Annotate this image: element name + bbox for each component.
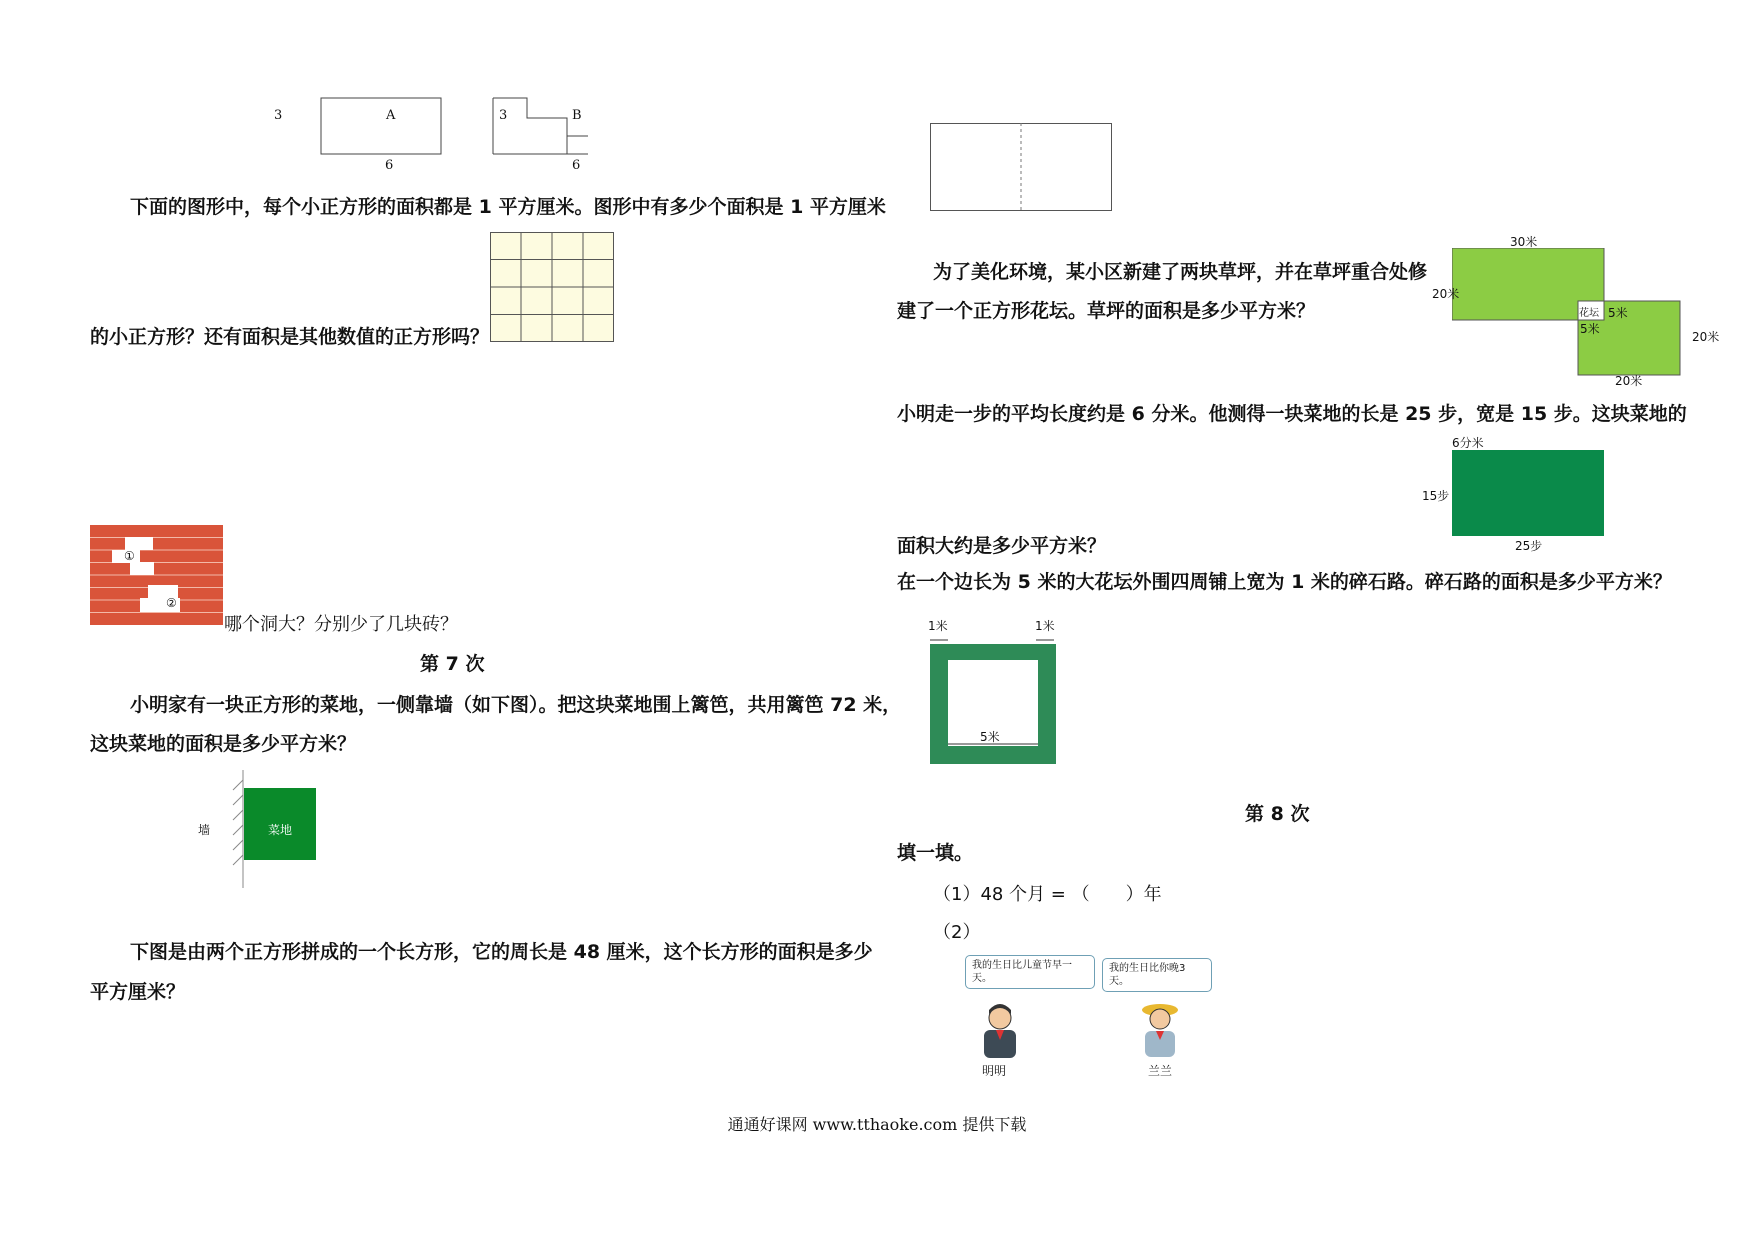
rect-a-bottom: 6 (385, 158, 394, 173)
lawn-five-v-label: 5米 (1608, 306, 1628, 320)
two-squares-rect (930, 123, 1112, 211)
rect-b-side: 3 (499, 108, 508, 123)
fill-item-2: （2） (933, 922, 981, 943)
q-grid-line1: 下面的图形中，每个小正方形的面积都是 1 平方厘米。图形中有多少个面积是 1 平方厘米 (130, 196, 886, 218)
q-garden-line1: 小明家有一块正方形的菜地，一侧靠墙（如下图）。把这块菜地围上篱笆，共用篱笆 72 米， (130, 694, 902, 716)
rect-a-label: A (386, 108, 396, 123)
name-mingming: 明明 (982, 1064, 1007, 1078)
name-lanlan: 兰兰 (1148, 1064, 1173, 1078)
lawn-diagram (1452, 248, 1692, 376)
rect-b-label: B (572, 108, 582, 123)
footer-text: 通通好课网 www.tthaoke.com 提供下载 (727, 1115, 1027, 1134)
girl-figure (1130, 1000, 1190, 1062)
q-rect-line2: 平方厘米？ (90, 981, 186, 1003)
q-brick-text: 哪个洞大？分别少了几块砖？ (224, 614, 458, 635)
q-garden-line2: 这块菜地的面积是多少平方米？ (90, 733, 357, 755)
q-rect-line1: 下图是由两个正方形拼成的一个长方形，它的周长是 48 厘米，这个长方形的面积是多少 (130, 941, 873, 963)
path-inner-label: 5米 (980, 730, 1000, 744)
fill-item-1: （1）48 个月 = （ ）年 (933, 884, 1162, 905)
rect-a-side: 3 (274, 108, 283, 123)
path-diagram (930, 630, 1060, 770)
heading-7: 第 7 次 (420, 653, 485, 675)
brick-wall (90, 525, 223, 625)
path-right-label: 1米 (1035, 619, 1055, 633)
lawn-left-label: 20米 (1432, 287, 1460, 301)
q-path-text: 在一个边长为 5 米的大花坛外围四周铺上宽为 1 米的碎石路。碎石路的面积是多少平方米？ (897, 571, 1672, 593)
heading-8: 第 8 次 (1245, 803, 1310, 825)
rect-b-bottom: 6 (572, 158, 581, 173)
lawn-five-h-label: 5米 (1580, 322, 1600, 336)
q-lawn-line1: 为了美化环境，某小区新建了两块草坪，并在草坪重合处修 (933, 261, 1428, 283)
brick-hole-1: ① (124, 549, 135, 563)
q-grid-line2: 的小正方形？还有面积是其他数值的正方形吗？ (90, 326, 490, 348)
lawn-center-label: 花坛 (1579, 308, 1599, 319)
rect-a-b-diagram (268, 86, 588, 176)
field-rect (1452, 450, 1604, 536)
lawn-bottom-label: 20米 (1615, 374, 1643, 388)
field-top-label: 6分米 (1452, 436, 1484, 450)
path-left-label: 1米 (928, 619, 948, 633)
field-bottom-label: 25步 (1515, 539, 1543, 553)
speech-bubble-2: 我的生日比你晚3天。 (1102, 958, 1212, 992)
lawn-top-label: 30米 (1510, 235, 1538, 249)
speech-bubble-1: 我的生日比儿童节早一天。 (965, 955, 1095, 989)
q-step-line1: 小明走一步的平均长度约是 6 分米。他测得一块菜地的长是 25 步，宽是 15 步。这块菜地的 (897, 403, 1687, 425)
field-left-label: 15步 (1422, 489, 1450, 503)
square-grid (490, 232, 614, 342)
fill-title: 填一填。 (897, 842, 974, 864)
boy-figure (970, 1000, 1030, 1062)
brick-hole-2: ② (166, 596, 177, 610)
lawn-right-label: 20米 (1692, 330, 1720, 344)
wall-label: 墙 (198, 823, 211, 837)
q-lawn-line2: 建了一个正方形花坛。草坪的面积是多少平方米？ (897, 300, 1316, 322)
plot-label: 菜地 (268, 823, 293, 837)
q-step-line2: 面积大约是多少平方米？ (897, 535, 1107, 557)
